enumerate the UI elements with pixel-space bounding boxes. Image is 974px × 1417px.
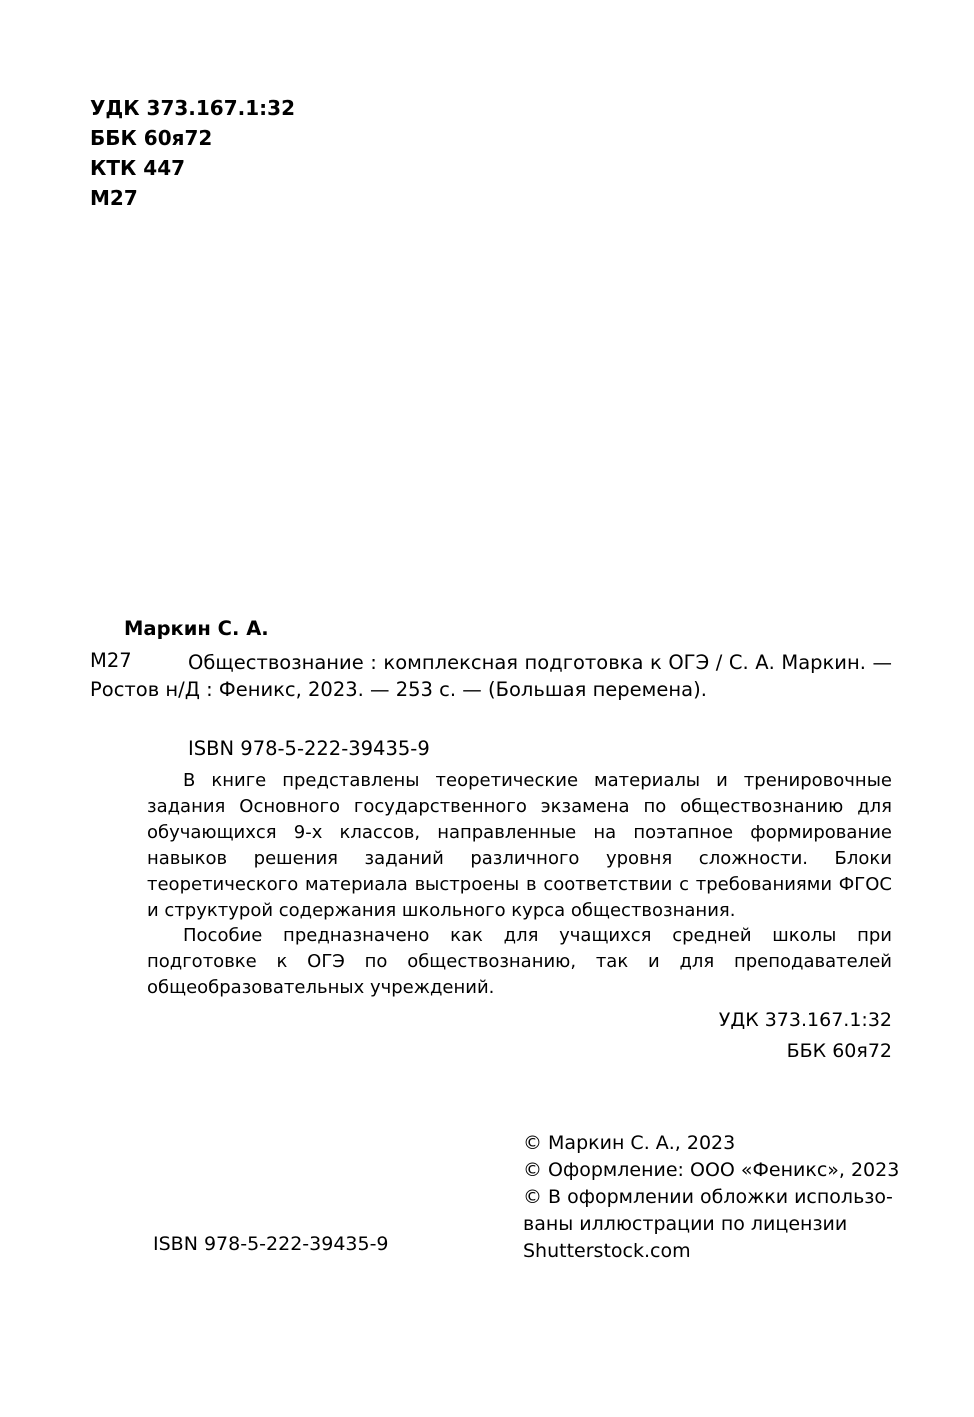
bibliographic-description: Обществознание : комплексная подготовка к ОГЭ / С. А. Маркин. — Ростов н/Д : Феникс, 2023. — 253 с. — (Большая перемена). — [90, 651, 892, 701]
udk-code-right: УДК 373.167.1:32 — [718, 1009, 892, 1031]
bbk-code-right: ББК 60я72 — [786, 1040, 892, 1062]
isbn-bottom: ISBN 978-5-222-39435-9 — [153, 1233, 389, 1255]
annotation-paragraph-1: В книге представлены теоретические материалы и тренировочные задания Основного государственного экзамена по обществознанию для обучающихся 9-х классов, направленные на поэтапное формирование навыков решения заданий различного уровня сложности. Блоки теоретического материала выстроены в соответствии с требованиями ФГОС и структурой содержания школьного курса обществознания. — [147, 770, 892, 921]
copyright-cover-line-3: Shutterstock.com — [523, 1240, 691, 1262]
entry-mark: М27 — [90, 649, 132, 672]
copyright-block — [523, 1130, 900, 1265]
author-name: Маркин С. А. — [124, 617, 269, 640]
copyright-design: © Оформление: ООО «Феникс», 2023 — [523, 1159, 900, 1181]
udk-code: УДК 373.167.1:32 — [90, 96, 295, 120]
copyright-cover-line-2: ваны иллюстрации по лицензии — [523, 1213, 848, 1235]
isbn-entry: ISBN 978-5-222-39435-9 — [188, 737, 430, 760]
annotation-paragraph-2: Пособие предназначено как для учащихся средней школы при подготовке к ОГЭ по обществознанию, так и для преподавателей общеобразовательных учреждений. — [147, 925, 892, 998]
bbk-code: ББК 60я72 — [90, 126, 213, 150]
ktk-code: КТК 447 — [90, 156, 186, 180]
classification-codes — [90, 93, 295, 213]
copyright-cover-line-1: © В оформлении обложки использо- — [523, 1186, 893, 1208]
classification-codes-right — [719, 1005, 892, 1067]
copyright-author: © Маркин С. А., 2023 — [523, 1132, 736, 1154]
author-mark: М27 — [90, 186, 138, 210]
